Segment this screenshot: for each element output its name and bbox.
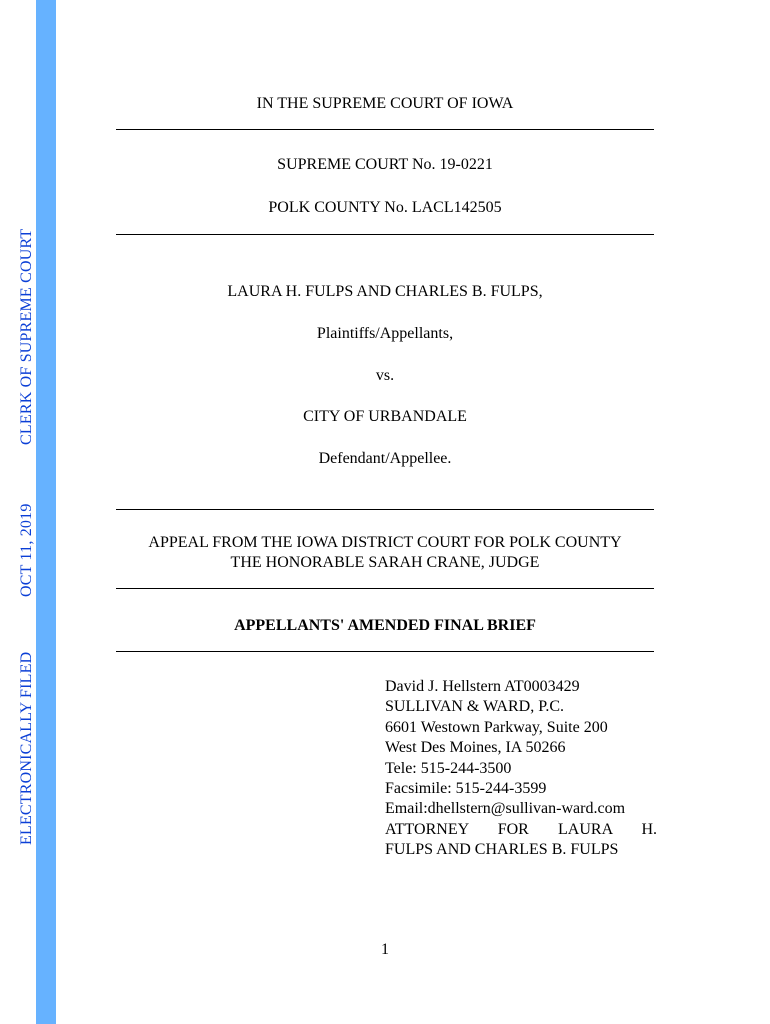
attorney-block xyxy=(385,677,657,861)
stamp-electronically-filed: ELECTRONICALLY FILED xyxy=(18,651,35,845)
divider-rule xyxy=(116,588,654,589)
judge-line: THE HONORABLE SARAH CRANE, JUDGE xyxy=(230,554,540,571)
plaintiffs-role: Plaintiffs/Appellants, xyxy=(316,325,454,342)
stamp-date: OCT 11, 2019 xyxy=(18,503,35,597)
divider-rule xyxy=(116,129,654,130)
filing-stamp-bar xyxy=(36,0,56,1024)
divider-rule xyxy=(116,234,654,235)
attorney-role-line-2: FULPS AND CHARLES B. FULPS xyxy=(385,841,619,859)
street-address: 6601 Westown Parkway, Suite 200 xyxy=(385,718,608,736)
defendant-role: Defendant/Appellee. xyxy=(318,450,452,467)
supreme-court-number: SUPREME COURT No. 19-0221 xyxy=(277,156,493,173)
stamp-clerk: CLERK OF SUPREME COURT xyxy=(18,228,35,445)
brief-title: APPELLANTS' AMENDED FINAL BRIEF xyxy=(234,617,536,634)
attorney-name: David J. Hellstern AT0003429 xyxy=(385,678,580,695)
city-state-zip: West Des Moines, IA 50266 xyxy=(385,739,566,757)
defendant-name: CITY OF URBANDALE xyxy=(303,408,467,425)
divider-rule xyxy=(116,509,654,510)
plaintiffs-names: LAURA H. FULPS AND CHARLES B. FULPS, xyxy=(227,283,543,300)
appeal-from-line: APPEAL FROM THE IOWA DISTRICT COURT FOR POLK COUNTY xyxy=(148,534,622,551)
law-firm: SULLIVAN & WARD, P.C. xyxy=(385,698,564,716)
telephone: Tele: 515-244-3500 xyxy=(385,759,512,777)
page-number: 1 xyxy=(381,941,389,958)
attorney-role-line-1: ATTORNEY FOR LAURA H. xyxy=(385,820,657,838)
facsimile: Facsimile: 515-244-3599 xyxy=(385,780,547,798)
email: Email:dhellstern@sullivan-ward.com xyxy=(385,800,626,818)
divider-rule xyxy=(116,651,654,652)
county-case-number: POLK COUNTY No. LACL142505 xyxy=(268,199,502,216)
versus: vs. xyxy=(375,367,395,384)
court-heading: IN THE SUPREME COURT OF IOWA xyxy=(256,95,514,112)
